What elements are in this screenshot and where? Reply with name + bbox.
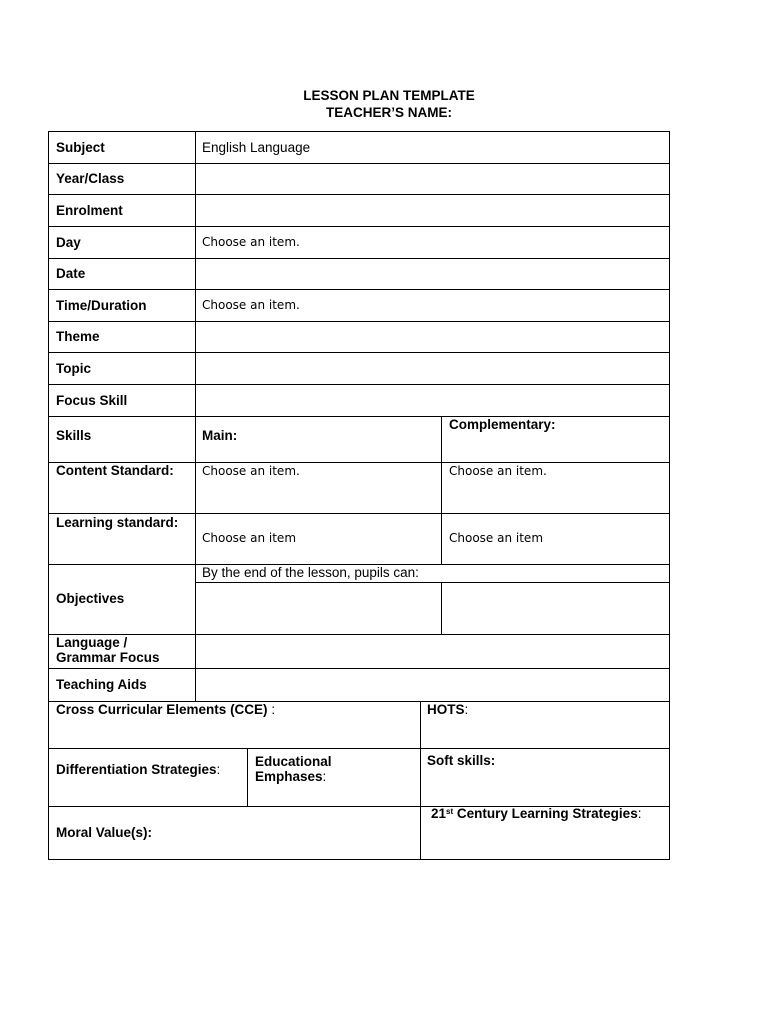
table-border-left — [48, 131, 49, 860]
differentiation-label-text: Differentiation Strategies — [56, 762, 217, 777]
row-divider — [48, 258, 670, 259]
table-border-right — [669, 131, 670, 860]
theme-field[interactable] — [197, 323, 667, 351]
row-divider — [48, 321, 670, 322]
time-duration-label: Time/Duration — [56, 298, 147, 313]
objectives-inner-divider — [195, 582, 670, 583]
skills-column-divider — [441, 416, 442, 564]
day-label: Day — [56, 235, 81, 250]
differentiation-divider — [247, 748, 248, 806]
educational-emphases-label-text: Emphases — [255, 769, 323, 784]
time-duration-dropdown[interactable]: Choose an item. — [202, 298, 300, 312]
cce-label — [56, 702, 275, 717]
enrolment-label: Enrolment — [56, 203, 123, 218]
objectives-label: Objectives — [56, 591, 125, 606]
objectives-complementary-field[interactable] — [443, 584, 667, 633]
hots-label — [427, 702, 468, 717]
century-label-suffix: : — [637, 806, 642, 821]
educational-emphases-label-line1: Educational — [255, 754, 332, 769]
row-divider — [48, 384, 670, 385]
educational-emphases-label-suffix: : — [322, 769, 327, 784]
bottom-right-divider — [420, 701, 421, 859]
objectives-column-divider — [441, 582, 442, 634]
cce-label-text: Cross Curricular Elements (CCE) — [56, 702, 268, 717]
moral-values-label: Moral Value(s): — [56, 825, 153, 840]
row-divider — [48, 513, 670, 514]
century-label-text: Century Learning Strategies — [453, 806, 638, 821]
row-divider — [48, 668, 670, 669]
year-class-label: Year/Class — [56, 171, 125, 186]
language-focus-label-line1: Language / — [56, 635, 128, 650]
learning-standard-main-dropdown[interactable]: Choose an item — [202, 531, 297, 545]
educational-emphases-label-line2 — [255, 769, 326, 784]
row-divider — [48, 226, 670, 227]
row-divider — [48, 352, 670, 353]
date-field[interactable] — [197, 260, 667, 288]
row-divider — [48, 416, 670, 417]
row-divider — [48, 634, 670, 635]
differentiation-label-suffix: : — [216, 762, 221, 777]
learning-standard-complementary-dropdown[interactable]: Choose an item — [449, 531, 544, 545]
row-divider — [48, 748, 670, 749]
hots-label-suffix: : — [464, 702, 469, 717]
teaching-aids-label: Teaching Aids — [56, 677, 147, 692]
table-border-bottom — [48, 859, 670, 860]
label-column-divider — [195, 131, 196, 701]
language-focus-field[interactable] — [197, 636, 667, 667]
differentiation-label — [56, 762, 220, 777]
soft-skills-label: Soft skills: — [427, 753, 496, 768]
objectives-intro: By the end of the lesson, pupils can: — [202, 565, 419, 580]
content-standard-complementary-dropdown[interactable]: Choose an item. — [449, 464, 547, 478]
enrolment-field[interactable] — [197, 196, 667, 225]
hots-label-text: HOTS — [427, 702, 465, 717]
teacher-name-label: TEACHER’S NAME: — [325, 105, 452, 120]
language-focus-label-line2: Grammar Focus — [56, 650, 160, 665]
content-standard-main-dropdown[interactable]: Choose an item. — [202, 464, 300, 478]
subject-label: Subject — [56, 140, 105, 155]
document-title: LESSON PLAN TEMPLATE — [303, 88, 475, 103]
focus-skill-label: Focus Skill — [56, 393, 128, 408]
topic-label: Topic — [56, 361, 91, 376]
date-label: Date — [56, 266, 86, 281]
learning-standard-label: Learning standard: — [56, 515, 179, 530]
row-divider — [48, 131, 670, 132]
skills-main-label: Main: — [202, 428, 238, 443]
skills-complementary-label: Complementary: — [449, 417, 556, 432]
objectives-main-field[interactable] — [197, 584, 440, 633]
row-divider — [48, 163, 670, 164]
focus-skill-field[interactable] — [197, 386, 667, 415]
day-dropdown[interactable]: Choose an item. — [202, 235, 300, 249]
row-divider — [48, 289, 670, 290]
content-standard-label: Content Standard: — [56, 463, 174, 478]
century-superscript: st — [446, 807, 454, 816]
century-number: 21 — [431, 806, 447, 821]
row-divider — [48, 194, 670, 195]
topic-field[interactable] — [197, 354, 667, 383]
theme-label: Theme — [56, 329, 100, 344]
subject-value[interactable]: English Language — [202, 140, 311, 155]
teaching-aids-field[interactable] — [197, 670, 667, 700]
cce-label-suffix: : — [267, 702, 276, 717]
century-strategies-label — [431, 806, 641, 821]
skills-label: Skills — [56, 428, 92, 443]
year-class-field[interactable] — [197, 165, 667, 193]
